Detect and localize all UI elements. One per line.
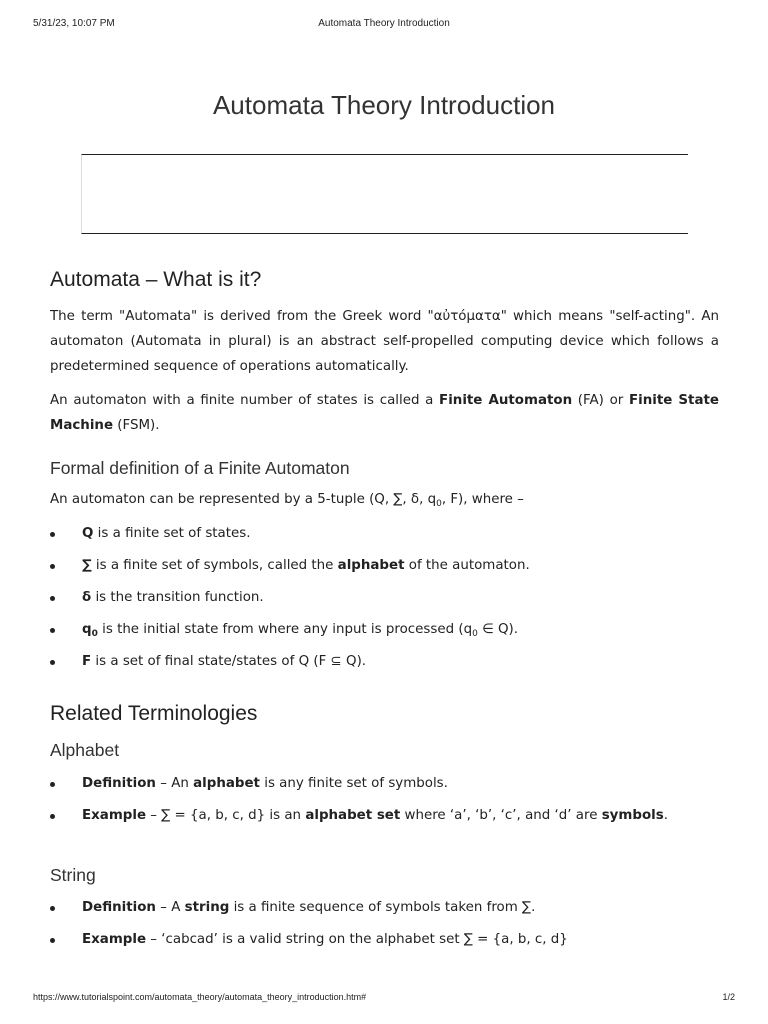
item-text: – An — [155, 776, 194, 791]
subsection-heading-string: String — [50, 865, 96, 885]
section-automata — [50, 268, 719, 292]
item-text: – ∑ = {a, b, c, d} is an — [146, 808, 306, 823]
string-list — [50, 898, 719, 962]
term-sigma: ∑ — [82, 558, 92, 573]
automata-paragraph-2 — [50, 388, 719, 438]
item-text: ∈ Q). — [477, 622, 519, 637]
automata-paragraph-1-block — [50, 304, 719, 379]
bold-alphabet-set: alphabet set — [305, 808, 401, 823]
p2-text-2: (FA) or — [572, 393, 629, 408]
term-f: F — [82, 654, 92, 669]
formal-intro — [50, 487, 719, 512]
item-text: is a set of final state/states of Q (F ⊆ Q). — [91, 654, 367, 669]
definition-label: Definition — [82, 776, 156, 791]
item-text: is any finite set of symbols. — [259, 776, 448, 791]
subsection-string — [50, 865, 719, 886]
page-url: https://www.tutorialspoint.com/automata_theory/automata_theory_introduction.htm# — [33, 992, 367, 1002]
alphabet-list — [50, 774, 719, 838]
ad-placeholder-box — [81, 154, 688, 234]
list-item — [50, 620, 719, 652]
page-title: Automata Theory Introduction — [212, 90, 556, 120]
example-label: Example — [82, 932, 147, 947]
subsection-heading-alphabet: Alphabet — [50, 740, 120, 760]
print-footer — [33, 992, 735, 1006]
page-number: 1/2 — [722, 992, 735, 1002]
list-item — [50, 652, 719, 684]
print-header — [33, 18, 735, 32]
formal-intro-a: An automaton can be represented by a 5-tuple (Q, ∑, δ, q — [50, 492, 437, 507]
list-item — [50, 588, 719, 620]
subsection-alphabet — [50, 740, 719, 761]
item-text: is the transition function. — [91, 590, 264, 605]
section-heading-automata: Automata – What is it? — [50, 268, 262, 291]
section-heading-formal: Formal definition of a Finite Automaton — [50, 458, 350, 478]
item-text: is a finite set of symbols, called the — [91, 558, 338, 573]
print-datetime: 5/31/23, 10:07 PM — [33, 18, 115, 29]
automata-paragraph-1: The term "Automata" is derived from the Greek word "αὐτόματα" which means "self-acting". An automaton (Automata in plural) is an abstract self-propelled computing device which follows a predetermined sequence of operations automatically. — [50, 309, 719, 374]
section-heading-related: Related Terminologies — [50, 702, 258, 725]
term-q0 — [82, 622, 98, 637]
list-item — [50, 524, 719, 556]
formal-intro-block — [50, 487, 719, 512]
list-item — [50, 930, 719, 962]
bold-alphabet: alphabet — [337, 558, 405, 573]
list-item — [50, 774, 719, 806]
item-text: . — [663, 808, 668, 823]
example-label: Example — [82, 808, 147, 823]
formal-intro-sub: 0 — [436, 499, 442, 509]
item-text: – ‘cabcad’ is a valid string on the alphabet set ∑ = {a, b, c, d} — [146, 932, 568, 947]
formal-intro-b: , F), where – — [441, 492, 524, 507]
term-q0-sub: 0 — [91, 629, 98, 639]
item-text: is the initial state from where any input is processed (q — [97, 622, 473, 637]
section-related — [50, 702, 719, 726]
q0-sub-2: 0 — [472, 629, 478, 639]
bold-symbols: symbols — [601, 808, 664, 823]
list-item — [50, 556, 719, 588]
term-delta: δ — [82, 590, 92, 605]
list-item — [50, 898, 719, 930]
bold-alphabet: alphabet — [193, 776, 260, 791]
section-formal — [50, 458, 719, 479]
definition-label: Definition — [82, 900, 156, 915]
item-text: of the automaton. — [404, 558, 530, 573]
item-text: is a finite set of states. — [93, 526, 251, 541]
list-item — [50, 806, 719, 838]
p2-bold-finite-automaton: Finite Automaton — [439, 393, 573, 408]
bold-string: string — [184, 900, 230, 915]
term-q0-letter: q — [82, 622, 92, 637]
formal-tuple-list — [50, 524, 719, 684]
item-text: where ‘a’, ‘b’, ‘c’, and ‘d’ are — [400, 808, 602, 823]
automata-paragraph-2-block — [50, 388, 719, 438]
p2-text-1: An automaton with a finite number of states is called a — [50, 393, 440, 408]
term-q: Q — [82, 526, 94, 541]
item-text: is a finite sequence of symbols taken from ∑. — [229, 900, 536, 915]
p2-text-3: (FSM). — [113, 418, 160, 433]
print-doc-title: Automata Theory Introduction — [318, 18, 450, 29]
item-text: – A — [155, 900, 185, 915]
p2-bold-finite-state-machine: Finite State Machine — [50, 393, 719, 433]
